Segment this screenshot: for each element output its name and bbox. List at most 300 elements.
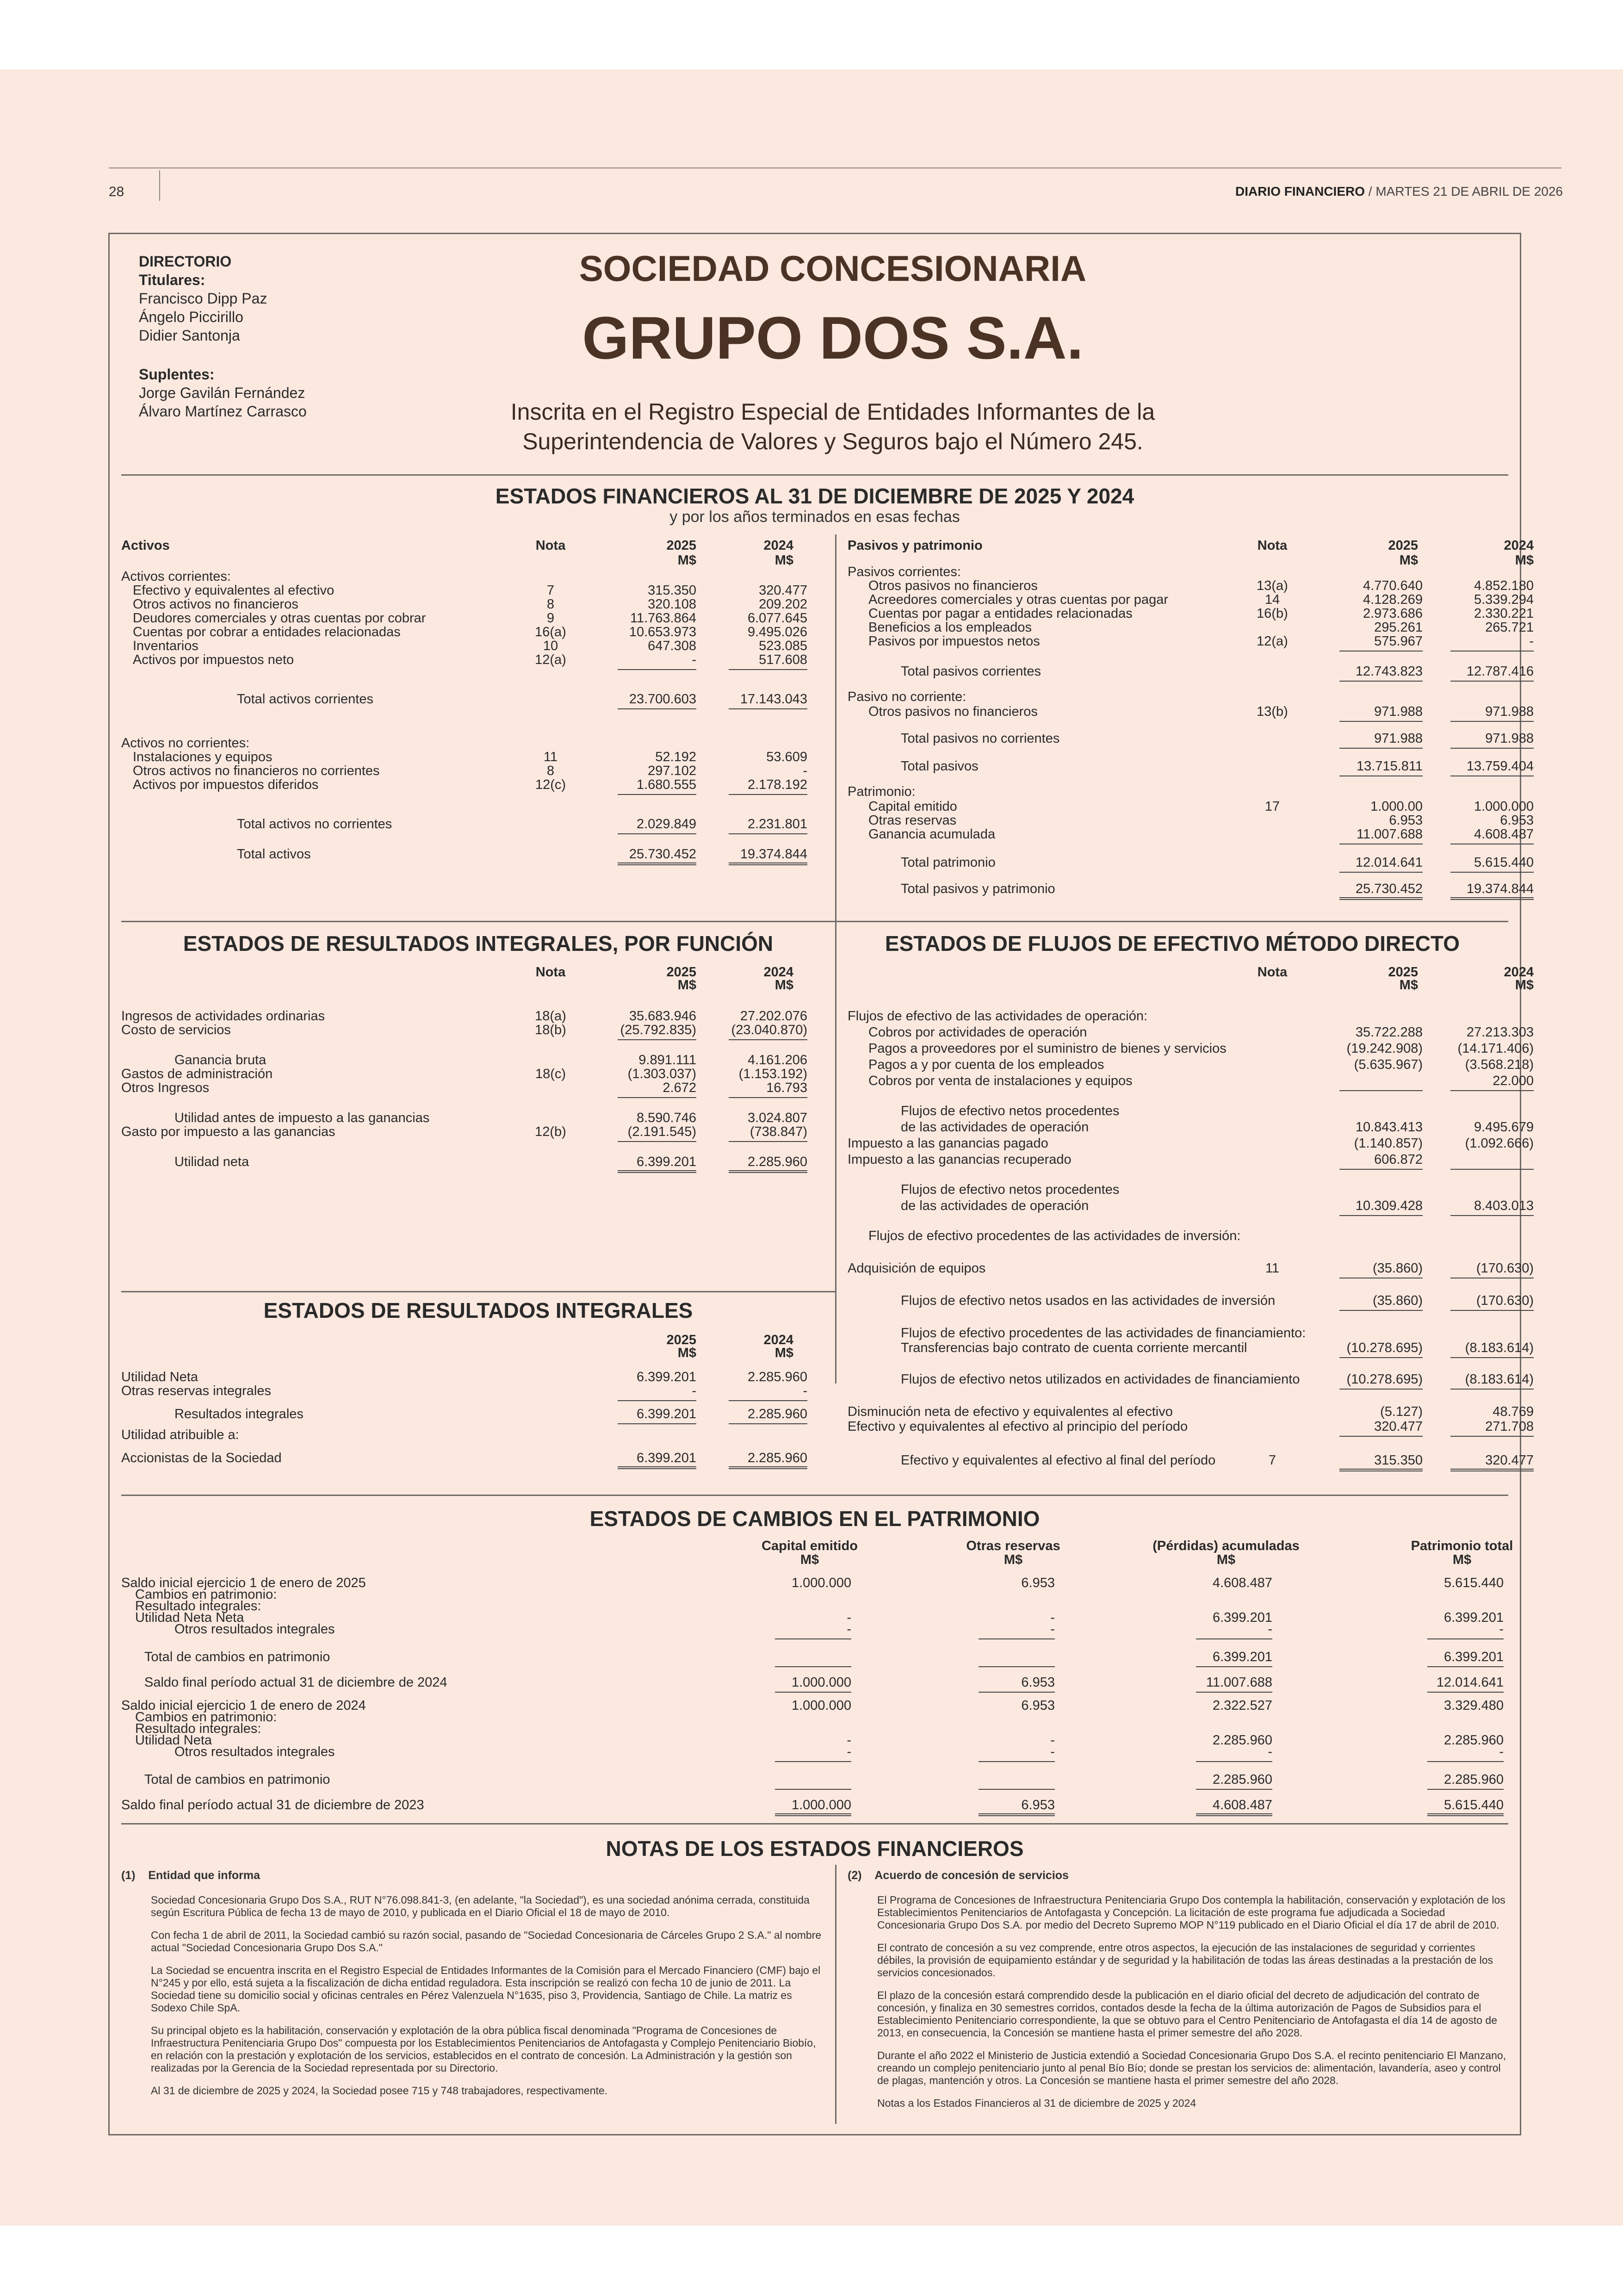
- row-value-2024: 2.330.221: [1474, 606, 1534, 621]
- row-label: Total patrimonio: [901, 855, 996, 870]
- titulares-label: Titulares:: [139, 272, 205, 288]
- row-label: Gasto por impuesto a las ganancias: [121, 1124, 335, 1139]
- row-nota: 17: [1264, 799, 1280, 814]
- row-nota: 18(b): [535, 1023, 566, 1037]
- nota-header: Nota: [1257, 538, 1288, 553]
- sum-rule: [775, 1666, 851, 1667]
- row-label: Cambios en patrimonio:: [135, 1587, 277, 1602]
- row-value-2025: 606.872: [1374, 1152, 1423, 1167]
- row-label: Instalaciones y equipos: [133, 750, 273, 764]
- sum-rule: [618, 1400, 696, 1401]
- unit-header: M$: [1515, 553, 1534, 568]
- nota-paragraph: La Sociedad se encuentra inscrita en el Registro Especial de Entidades Informantes de la Comisión para el Mercado Financiero (CMF) bajo el N°245 y por ello, está sujeta a la fiscalización de dicha entidad reguladora. Esta inscripción se realizó con fecha 10 de junio de 2011. La Sociedad tiene su domicilio social y oficinas centrales en Pérez Valenzuela N°1635, piso 3, Providencia, Santiago de Chile. La matriz es Sodexo Chile SpA.: [151, 1964, 821, 2014]
- row-label: Cuentas por cobrar a entidades relacionadas: [133, 625, 401, 639]
- directorio-title: DIRECTORIO: [139, 253, 232, 270]
- sum-rule: [1450, 1389, 1534, 1390]
- row-value-2024: 22.000: [1493, 1074, 1534, 1088]
- patrimonio-title: ESTADOS DE CAMBIOS EN EL PATRIMONIO: [589, 1507, 1040, 1531]
- section-rule: [121, 1495, 1508, 1496]
- row-value-2025: 23.700.603: [629, 692, 696, 707]
- sum-rule: [1450, 1357, 1534, 1358]
- row-value-2024: 9.495.026: [747, 625, 807, 639]
- row-value-2025: 25.730.452: [1355, 881, 1423, 896]
- row-value-2025: 6.399.201: [636, 1370, 696, 1384]
- row-value-2025: 25.730.452: [629, 847, 696, 862]
- row-value: -: [847, 1622, 851, 1637]
- sum-rule: [775, 1692, 851, 1693]
- row-value-2025: 9.891.111: [638, 1053, 696, 1067]
- row-nota: 13(b): [1257, 704, 1288, 719]
- row-label: Utilidad Neta: [121, 1370, 198, 1384]
- sum-rule: [729, 1097, 807, 1098]
- row-value-2025: 6.399.201: [636, 1451, 696, 1465]
- row-nota: 11: [543, 750, 558, 764]
- row-value-2025: 4.770.640: [1363, 578, 1423, 593]
- company-registration: [458, 397, 1208, 456]
- row-value-2025: (5.127): [1380, 1404, 1423, 1419]
- row-value-2025: 10.653.973: [629, 625, 696, 639]
- row-value-2025: 8.590.746: [636, 1111, 696, 1125]
- row-value: 1.000.000: [791, 1675, 851, 1690]
- sum-rule: [729, 1400, 807, 1401]
- row-value: 6.399.201: [1443, 1610, 1504, 1625]
- section-rule: [121, 1291, 835, 1292]
- row-value-2025: 6.953: [1389, 813, 1423, 828]
- nota-paragraph: Con fecha 1 de abril de 2011, la Sociedad cambió su razón social, pasando de "Sociedad Concesionaria de Cárceles Grupo 2 S.A." al nombre actual "Sociedad Concesionaria Grupo Dos S.A.": [151, 1929, 822, 1954]
- row-value-2025: 320.477: [1374, 1419, 1423, 1434]
- sum-rule: [618, 1423, 696, 1424]
- row-nota: 12(a): [1257, 634, 1288, 649]
- year-2025-header: 2025: [666, 1333, 696, 1347]
- row-value-2024: -: [1529, 634, 1534, 649]
- row-value-2024: 2.178.192: [747, 777, 807, 792]
- row-value-2025: (2.191.545): [627, 1124, 696, 1139]
- row-label: Activos por impuestos neto: [133, 652, 294, 667]
- row-value-2025: 315.350: [1374, 1453, 1423, 1468]
- row-value-2025: 971.988: [1374, 731, 1423, 746]
- row-label: Total de cambios en patrimonio: [144, 1650, 330, 1664]
- row-label: Inventarios: [133, 639, 198, 653]
- row-value: 3.329.480: [1443, 1698, 1504, 1713]
- unit-header: M$: [1399, 978, 1418, 993]
- row-value-2024: 3.024.807: [747, 1111, 807, 1125]
- row-label: Otras reservas: [868, 813, 957, 828]
- double-rule: [729, 1466, 807, 1469]
- double-rule: [979, 1813, 1055, 1816]
- sum-rule: [979, 1666, 1055, 1667]
- row-value-2024: 2.285.960: [747, 1407, 807, 1421]
- sum-rule: [775, 1638, 851, 1639]
- row-value-2025: 11.763.864: [630, 611, 696, 626]
- company-title-line2: GRUPO DOS S.A.: [582, 304, 1084, 372]
- sum-rule: [979, 1789, 1055, 1790]
- row-label: de las actividades de operación: [901, 1120, 1089, 1135]
- row-value-2025: 10.843.413: [1355, 1120, 1423, 1135]
- row-label: Cuentas por pagar a entidades relacionadas: [868, 606, 1133, 621]
- section-rule: [121, 474, 1508, 476]
- row-value-2024: 19.374.844: [740, 847, 807, 862]
- row-value: 5.615.440: [1443, 1798, 1504, 1812]
- row-value-2025: 297.102: [648, 763, 696, 778]
- row-value: 6.399.201: [1212, 1650, 1272, 1664]
- sum-rule: [729, 794, 807, 795]
- row-label: Utilidad Neta: [135, 1733, 212, 1748]
- row-label: Acreedores comerciales y otras cuentas por pagar: [868, 592, 1168, 607]
- row-value-2025: (19.242.908): [1346, 1041, 1423, 1056]
- row-value-2024: 2.231.801: [747, 817, 807, 832]
- row-value-2025: 971.988: [1374, 704, 1423, 719]
- row-label: Total pasivos corrientes: [901, 664, 1041, 679]
- row-value-2024: 2.285.960: [747, 1154, 807, 1169]
- sum-rule: [1339, 721, 1423, 722]
- row-value-2024: 6.953: [1500, 813, 1534, 828]
- suplente-name: Álvaro Martínez Carrasco: [139, 403, 307, 420]
- sum-rule: [1196, 1692, 1272, 1693]
- sum-rule: [618, 833, 696, 834]
- row-label: Cobros por actividades de operación: [868, 1025, 1087, 1040]
- row-label: Utilidad atribuible a:: [121, 1427, 239, 1442]
- sum-rule: [618, 1097, 696, 1098]
- row-value-2025: (5.635.967): [1354, 1057, 1423, 1072]
- row-value-2024: 971.988: [1485, 731, 1534, 746]
- row-label: Resultados integrales: [174, 1407, 304, 1421]
- row-value-2024: 523.085: [759, 639, 807, 653]
- row-value: 2.285.960: [1212, 1733, 1272, 1748]
- sum-rule: [618, 1141, 696, 1142]
- col-reservas-header: Otras reservas: [966, 1539, 1060, 1553]
- pasivos-header: Pasivos y patrimonio: [848, 538, 983, 553]
- sum-rule: [979, 1692, 1055, 1693]
- page-number: 28: [109, 184, 124, 199]
- row-label: Pasivos corrientes:: [848, 565, 961, 579]
- row-value-2025: (35.860): [1372, 1293, 1423, 1308]
- row-nota: 9: [546, 611, 555, 626]
- row-value-2025: 2.672: [663, 1080, 696, 1095]
- row-label: Pagos a proveedores por el suministro de bienes y servicios: [868, 1041, 1227, 1056]
- row-value-2025: 35.683.946: [629, 1009, 696, 1024]
- row-label: Impuesto a las ganancias recuperado: [848, 1152, 1072, 1167]
- row-nota: 18(a): [535, 1009, 566, 1024]
- row-value-2025: 10.309.428: [1355, 1198, 1423, 1213]
- sum-rule: [729, 669, 807, 670]
- row-label: Impuesto a las ganancias pagado: [848, 1136, 1048, 1151]
- row-value: -: [847, 1610, 851, 1625]
- row-value-2024: 2.285.960: [747, 1451, 807, 1465]
- sum-rule: [729, 833, 807, 834]
- row-label: Flujos de efectivo de las actividades de operación:: [848, 1009, 1148, 1024]
- row-value-2025: 647.308: [648, 639, 696, 653]
- row-value-2024: 48.769: [1493, 1404, 1534, 1419]
- row-value: -: [847, 1733, 851, 1748]
- sum-rule: [729, 1141, 807, 1142]
- row-value-2025: 575.967: [1374, 634, 1423, 649]
- row-value-2024: 19.374.844: [1466, 881, 1534, 896]
- row-value-2025: 4.128.269: [1363, 592, 1423, 607]
- row-value: -: [1050, 1733, 1055, 1748]
- row-label: Saldo final período actual 31 de diciembre de 2024: [144, 1675, 447, 1690]
- row-label: Otros pasivos no financieros: [868, 578, 1038, 593]
- row-value-2025: (10.278.695): [1346, 1340, 1423, 1355]
- row-label: Total activos: [237, 847, 311, 862]
- row-label: Resultado integrales:: [135, 1599, 261, 1613]
- sum-rule: [775, 1789, 851, 1790]
- notas-title: NOTAS DE LOS ESTADOS FINANCIEROS: [606, 1837, 1024, 1861]
- year-2025-header: 2025: [1388, 965, 1418, 980]
- row-value: 6.953: [1021, 1675, 1055, 1690]
- row-value-2025: 2.029.849: [636, 817, 696, 832]
- row-label: Cambios en patrimonio:: [135, 1710, 277, 1725]
- row-value-2025: 295.261: [1374, 620, 1423, 635]
- sum-rule: [1450, 651, 1534, 652]
- column-divider: [835, 1865, 836, 2124]
- row-value-2025: -: [692, 1384, 696, 1398]
- nota-header: Nota: [535, 538, 566, 553]
- sum-rule: [1339, 1357, 1423, 1358]
- row-label: Resultado integrales:: [135, 1721, 261, 1736]
- row-label: Efectivo y equivalentes al efectivo al principio del período: [848, 1419, 1188, 1434]
- sum-rule: [1450, 748, 1534, 749]
- publication-name: DIARIO FINANCIERO: [1235, 184, 1365, 199]
- row-label: Capital emitido: [868, 799, 957, 814]
- row-value-2024: 13.759.404: [1466, 759, 1534, 774]
- column-divider: [835, 534, 836, 1384]
- year-2024-header: 2024: [1504, 965, 1534, 980]
- unit-header: M$: [774, 978, 793, 993]
- sum-rule: [618, 794, 696, 795]
- unit-header: M$: [1399, 553, 1418, 568]
- row-nota: 8: [546, 597, 555, 612]
- header-separator: [159, 170, 160, 201]
- sum-rule: [729, 708, 807, 709]
- registration-line1: Inscrita en el Registro Especial de Entidades Informantes de la: [510, 399, 1155, 425]
- row-nota: 7: [546, 583, 555, 598]
- col-capital-header: Capital emitido: [762, 1539, 858, 1553]
- row-value-2025: 35.722.288: [1355, 1025, 1423, 1040]
- directorio-block: [139, 252, 307, 421]
- row-label: Total pasivos no corrientes: [901, 731, 1060, 746]
- row-value-2024: 9.495.679: [1474, 1120, 1534, 1135]
- row-nota: 7: [1268, 1453, 1276, 1468]
- sum-rule: [1339, 1169, 1423, 1170]
- double-rule: [618, 1466, 696, 1469]
- row-value: -: [847, 1744, 851, 1759]
- row-label: Otros Ingresos: [121, 1080, 210, 1095]
- row-value: 6.399.201: [1212, 1610, 1272, 1625]
- row-value-2024: (170.630): [1476, 1261, 1534, 1276]
- row-value: -: [1050, 1622, 1055, 1637]
- row-label: Efectivo y equivalentes al efectivo: [133, 583, 335, 598]
- unit-header: M$: [1216, 1552, 1236, 1567]
- sum-rule: [1339, 1090, 1423, 1091]
- row-label: Gastos de administración: [121, 1067, 273, 1081]
- row-label: Saldo inicial ejercicio 1 de enero de 2025: [121, 1576, 366, 1590]
- row-value: -: [1050, 1744, 1055, 1759]
- row-value-2025: (35.860): [1372, 1261, 1423, 1276]
- row-label: Otros pasivos no financieros: [868, 704, 1038, 719]
- row-value-2024: 27.202.076: [740, 1009, 807, 1024]
- row-label: Flujos de efectivo netos procedentes: [901, 1182, 1120, 1197]
- row-value: 11.007.688: [1206, 1675, 1272, 1690]
- row-value-2024: 8.403.013: [1474, 1198, 1534, 1213]
- publication-date: / MARTES 21 DE ABRIL DE 2026: [1365, 184, 1563, 199]
- year-2024-header: 2024: [1504, 538, 1534, 553]
- row-nota: 11: [1265, 1261, 1280, 1276]
- row-label: Costo de servicios: [121, 1023, 231, 1037]
- row-label: Pagos a y por cuenta de los empleados: [868, 1057, 1104, 1072]
- sum-rule: [1427, 1692, 1504, 1693]
- row-label: Patrimonio:: [848, 784, 916, 799]
- titular-name: Ángelo Piccirillo: [139, 309, 243, 325]
- double-rule: [775, 1813, 851, 1816]
- row-value-2025: (1.140.857): [1354, 1136, 1423, 1151]
- sum-rule: [1427, 1666, 1504, 1667]
- row-value: 2.322.527: [1212, 1698, 1272, 1713]
- nota-header: Nota: [1257, 965, 1288, 980]
- row-label: Activos por impuestos diferidos: [133, 777, 319, 792]
- col-perdidas-header: (Pérdidas) acumuladas: [1152, 1539, 1300, 1553]
- row-value-2024: 5.339.294: [1474, 592, 1534, 607]
- row-label: Otros activos no financieros no corrientes: [133, 763, 380, 778]
- balance-title: ESTADOS FINANCIEROS AL 31 DE DICIEMBRE DE 2025 Y 2024: [495, 484, 1134, 508]
- row-value-2025: (1.303.037): [627, 1067, 696, 1081]
- sum-rule: [775, 1761, 851, 1762]
- sum-rule: [1196, 1789, 1272, 1790]
- row-nota: 16(a): [535, 625, 566, 639]
- suplente-name: Jorge Gavilán Fernández: [139, 385, 305, 401]
- row-label: Saldo inicial ejercicio 1 de enero de 2024: [121, 1698, 366, 1713]
- row-label: Flujos de efectivo netos procedentes: [901, 1104, 1120, 1118]
- year-2025-header: 2025: [666, 538, 696, 553]
- row-value: 2.285.960: [1443, 1733, 1504, 1748]
- unit-header: M$: [774, 1346, 793, 1360]
- row-label: Total de cambios en patrimonio: [144, 1772, 330, 1787]
- row-value-2024: (8.183.614): [1465, 1340, 1534, 1355]
- row-value: 6.953: [1021, 1798, 1055, 1812]
- row-label: Saldo final período actual 31 de diciembre de 2023: [121, 1798, 424, 1812]
- activos-header: Activos: [121, 538, 170, 553]
- row-value: 2.285.960: [1212, 1772, 1272, 1787]
- section-rule: [121, 921, 1508, 922]
- sum-rule: [1339, 681, 1423, 682]
- row-value-2024: 4.608.487: [1474, 827, 1534, 842]
- row-value-2024: 16.793: [766, 1080, 807, 1095]
- row-value: 12.014.641: [1436, 1675, 1504, 1690]
- row-value-2024: (23.040.870): [731, 1023, 807, 1037]
- row-value-2024: (14.171.406): [1457, 1041, 1534, 1056]
- double-rule: [729, 863, 807, 865]
- nota-1-number: (1): [121, 1869, 136, 1882]
- row-value-2024: 12.787.416: [1466, 664, 1534, 679]
- nota-2-heading: [848, 1869, 1514, 1882]
- row-value: 4.608.487: [1212, 1798, 1272, 1812]
- row-value-2024: -: [803, 763, 807, 778]
- row-value-2025: 13.715.811: [1357, 759, 1423, 774]
- row-value-2024: (1.092.666): [1465, 1136, 1534, 1151]
- flujos-title: ESTADOS DE FLUJOS DE EFECTIVO MÉTODO DIRECTO: [885, 931, 1460, 956]
- row-label: Activos no corrientes:: [121, 736, 250, 751]
- row-label: de las actividades de operación: [901, 1198, 1089, 1213]
- row-label: Beneficios a los empleados: [868, 620, 1032, 635]
- sum-rule: [1450, 1310, 1534, 1311]
- row-value: 6.953: [1021, 1698, 1055, 1713]
- double-rule: [1450, 897, 1534, 900]
- row-value-2024: 17.143.043: [740, 692, 807, 707]
- row-nota: 13(a): [1257, 578, 1288, 593]
- row-value-2024: 320.477: [1485, 1453, 1534, 1468]
- row-label: Otros resultados integrales: [174, 1744, 335, 1759]
- row-value: -: [1268, 1744, 1272, 1759]
- sum-rule: [1427, 1638, 1504, 1639]
- row-value-2025: 52.192: [655, 750, 696, 764]
- sum-rule: [1339, 872, 1423, 873]
- double-rule: [729, 1170, 807, 1173]
- sum-rule: [1339, 1310, 1423, 1311]
- row-value-2025: 1.680.555: [636, 777, 696, 792]
- row-value-2024: 5.615.440: [1474, 855, 1534, 870]
- row-value: 1.000.000: [791, 1798, 851, 1812]
- sum-rule: [1339, 651, 1423, 652]
- year-2025-header: 2025: [666, 965, 696, 980]
- row-label: Otros activos no financieros: [133, 597, 298, 612]
- registration-line2: Superintendencia de Valores y Seguros bajo el Número 245.: [522, 428, 1143, 454]
- nota-paragraph: Al 31 de diciembre de 2025 y 2024, la Sociedad posee 715 y 748 trabajadores, respectivamente.: [151, 2085, 608, 2097]
- row-value-2024: (170.630): [1476, 1293, 1534, 1308]
- sum-rule: [1196, 1638, 1272, 1639]
- row-value-2024: (3.568.218): [1465, 1057, 1534, 1072]
- sum-rule: [1196, 1761, 1272, 1762]
- row-label: Ganancia acumulada: [868, 827, 996, 842]
- row-value-2025: 315.350: [648, 583, 696, 598]
- col-total-header: Patrimonio total: [1411, 1539, 1513, 1553]
- nota-paragraph: Notas a los Estados Financieros al 31 de diciembre de 2025 y 2024: [877, 2097, 1196, 2109]
- row-label: Adquisición de equipos: [848, 1261, 986, 1276]
- suplentes-label: Suplentes:: [139, 366, 215, 383]
- row-label: Deudores comerciales y otras cuentas por cobrar: [133, 611, 426, 626]
- nota-paragraph: El plazo de la concesión estará comprendido desde la publicación en el diario oficial del decreto de adjudicación del contrato de concesión, y finaliza en 30 semestres corridos, contados desde la fecha de la última autorización de Pagos de Subsidios para el Establecimiento Penitenciario correspondiente, la que se obtuvo para el Centro Penitenciario de Antofagasta el día 14 de agosto de 2013, en consecuencia, la Concesión se mantiene hasta el primer semestre del año 2028.: [877, 1989, 1497, 2039]
- row-nota: 10: [543, 639, 558, 653]
- row-value: 4.608.487: [1212, 1576, 1272, 1590]
- row-value: 1.000.000: [791, 1576, 851, 1590]
- sum-rule: [1339, 1436, 1423, 1437]
- nota-paragraph: El Programa de Concesiones de Infraestructura Penitenciaria Grupo Dos contempla la habilitación, conservación y explotación de los Establecimientos Penitenciarios de Antofagasta y Concepción. La licitación de este programa fue adjudicada a Sociedad Concesionaria Grupo Dos S.A. por medio del Decreto Supremo MOP N°119 publicado en el Diario Oficial el día 17 de abril de 2010.: [877, 1894, 1505, 1931]
- row-label: Total activos corrientes: [237, 692, 373, 707]
- sum-rule: [1427, 1761, 1504, 1762]
- section-rule: [121, 1823, 1508, 1824]
- sum-rule: [1450, 681, 1534, 682]
- row-value: -: [1499, 1744, 1504, 1759]
- sum-rule: [1196, 1666, 1272, 1667]
- sum-rule: [1339, 1215, 1423, 1216]
- row-value: -: [1499, 1622, 1504, 1637]
- sum-rule: [1450, 1090, 1534, 1091]
- sum-rule: [729, 1423, 807, 1424]
- nota-2: [848, 1869, 1514, 2120]
- row-value-2024: 27.213.303: [1466, 1025, 1534, 1040]
- double-rule: [1450, 1469, 1534, 1471]
- year-2024-header: 2024: [763, 538, 793, 553]
- year-2024-header: 2024: [763, 965, 793, 980]
- row-value: 6.953: [1021, 1576, 1055, 1590]
- row-value-2024: (738.847): [750, 1124, 807, 1139]
- row-value-2025: 12.014.641: [1355, 855, 1423, 870]
- row-value-2024: 320.477: [759, 583, 807, 598]
- row-label: Cobros por venta de instalaciones y equipos: [868, 1074, 1133, 1088]
- sum-rule: [729, 1039, 807, 1040]
- nota-paragraph: Su principal objeto es la habilitación, conservación y explotación de la obra pública fiscal denominada "Programa de Concesiones de Infraestructura Penitenciaria Grupo Dos" compuesta por los Establecimientos Penitenciarios de Antofagasta y Complejo Penitenciario Biobío, en relación con la prestación y explotación de los servicios, establecidos en el contrato de concesión. La Administración y la gestión son realizadas por la Gerencia de la Sociedad representada por su Directorio.: [151, 2024, 816, 2074]
- sum-rule: [618, 1039, 696, 1040]
- row-value-2025: 2.973.686: [1363, 606, 1423, 621]
- row-label: Activos corrientes:: [121, 569, 231, 584]
